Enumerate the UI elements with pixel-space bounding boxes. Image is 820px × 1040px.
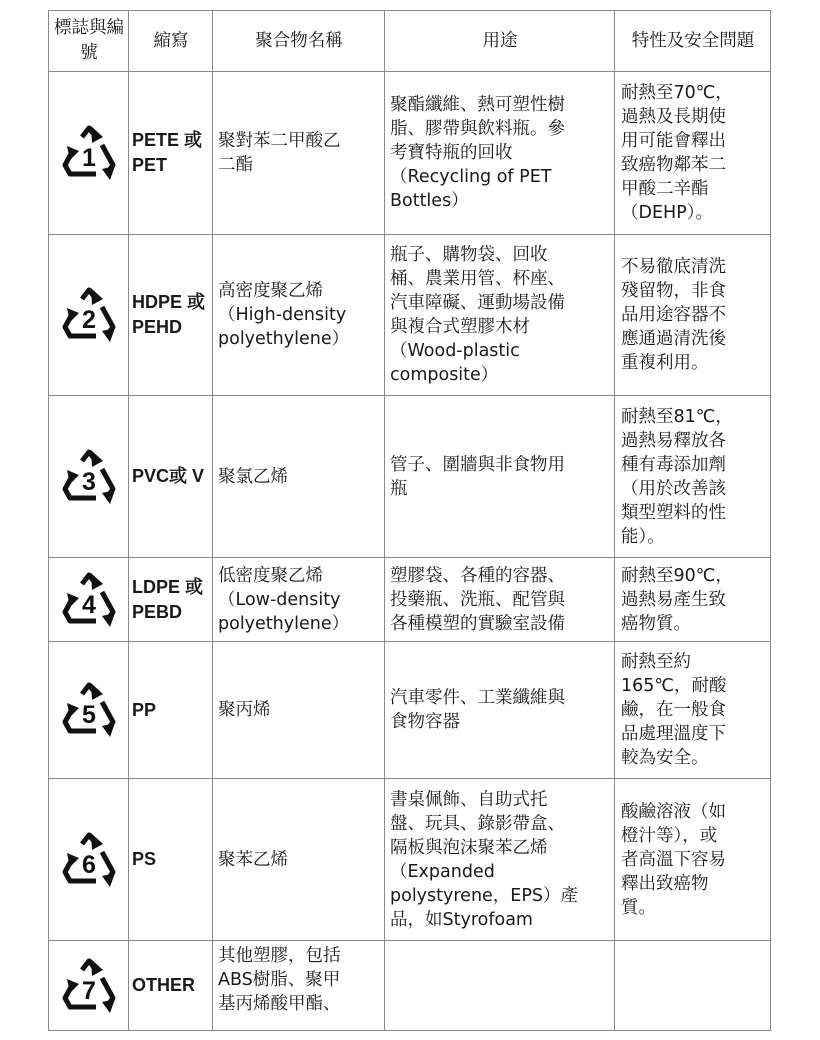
uses-cell: 瓶子、購物袋、回收 桶、農業用管、杯座、 汽車障礙、運動場設備 與複合式塑膠木材 （Wood-plastic composite） (385, 235, 615, 396)
properties-cell: 耐熱至81℃， 過熱易釋放各 種有毒添加劑 （用於改善該 類型塑料的性 能）。 (615, 396, 771, 558)
table-header-row (49, 11, 771, 72)
polymer-name-cell: 聚丙烯 (213, 642, 385, 779)
table-row (49, 779, 771, 941)
uses-cell: 書桌佩飾、自助式托 盤、玩具、錄影帶盒、 隔板與泡沫聚苯乙烯 （Expanded polystyrene，EPS）產 品，如Styrofoam (385, 779, 615, 941)
abbreviation-cell: PETE 或PET (129, 72, 213, 235)
polymer-name-cell: 其他塑膠，包括 ABS樹脂、聚甲 基丙烯酸甲酯、 (213, 941, 385, 1031)
properties-cell: 不易徹底清洗 殘留物，非食 品用途容器不 應通過清洗後 重複利用。 (615, 235, 771, 396)
abbreviation-cell: LDPE 或 PEBD (129, 558, 213, 642)
header-abbreviation: 縮寫 (129, 11, 213, 72)
recycle-code-cell (49, 779, 129, 941)
uses-cell (385, 941, 615, 1031)
abbreviation-cell: HDPE 或 PEHD (129, 235, 213, 396)
polymer-name-cell: 高密度聚乙烯 （High-density polyethylene） (213, 235, 385, 396)
abbreviation-cell: PP (129, 642, 213, 779)
properties-cell (615, 941, 771, 1031)
header-uses: 用途 (385, 11, 615, 72)
uses-cell: 管子、圍牆與非食物用 瓶 (385, 396, 615, 558)
table-row (49, 558, 771, 642)
plastic-recycling-codes-table (48, 10, 771, 1031)
recycle-code-cell (49, 396, 129, 558)
polymer-name-cell: 聚對苯二甲酸乙 二酯 (213, 72, 385, 235)
uses-cell: 塑膠袋、各種的容器、 投藥瓶、洗瓶、配管與 各種模塑的實驗室設備 (385, 558, 615, 642)
document-page (48, 10, 771, 1031)
table-row (49, 941, 771, 1031)
abbreviation-cell: PS (129, 779, 213, 941)
recycle-code-number: 6 (81, 850, 96, 879)
recycle-code-cell (49, 642, 129, 779)
abbreviation-cell: PVC或 V (129, 396, 213, 558)
recycle-code-number: 4 (81, 590, 96, 619)
recycle-code-cell (49, 558, 129, 642)
table-row (49, 72, 771, 235)
recycle-triangle-icon (58, 831, 120, 889)
recycle-triangle-icon (58, 448, 120, 506)
header-polymer-name: 聚合物名稱 (213, 11, 385, 72)
recycle-code-number: 5 (81, 701, 96, 729)
polymer-name-cell: 聚苯乙烯 (213, 779, 385, 941)
recycle-code-number: 2 (81, 306, 96, 334)
table-row (49, 235, 771, 396)
table-row (49, 396, 771, 558)
recycle-code-number: 3 (81, 467, 96, 496)
properties-cell: 酸鹼溶液（如 橙汁等），或 者高溫下容易 釋出致癌物 質。 (615, 779, 771, 941)
recycle-code-number: 1 (81, 144, 96, 172)
recycle-triangle-icon (58, 286, 120, 344)
uses-cell: 聚酯纖維、熱可塑性樹 脂、膠帶與飲料瓶。參 考寶特瓶的回收 （Recycling of PET Bottles） (385, 72, 615, 235)
abbreviation-cell: OTHER (129, 941, 213, 1031)
recycle-code-cell (49, 941, 129, 1031)
recycle-triangle-icon (58, 571, 120, 629)
polymer-name-cell: 聚氯乙烯 (213, 396, 385, 558)
uses-cell: 汽車零件、工業纖維與 食物容器 (385, 642, 615, 779)
recycle-code-number: 7 (81, 976, 96, 1005)
recycle-triangle-icon (58, 681, 120, 739)
properties-cell: 耐熱至70℃， 過熱及長期使 用可能會釋出 致癌物鄰苯二 甲酸二辛酯 （DEHP）。 (615, 72, 771, 235)
recycle-triangle-icon (58, 124, 120, 182)
header-properties: 特性及安全問題 (615, 11, 771, 72)
header-symbol: 標誌與編號 (49, 11, 129, 72)
recycle-code-cell (49, 235, 129, 396)
properties-cell: 耐熱至90℃， 過熱易產生致 癌物質。 (615, 558, 771, 642)
polymer-name-cell: 低密度聚乙烯 （Low-density polyethylene） (213, 558, 385, 642)
table-row (49, 642, 771, 779)
recycle-code-cell (49, 72, 129, 235)
recycle-triangle-icon (58, 957, 120, 1015)
properties-cell: 耐熱至約 165℃，耐酸 鹼，在一般食 品處理溫度下 較為安全。 (615, 642, 771, 779)
